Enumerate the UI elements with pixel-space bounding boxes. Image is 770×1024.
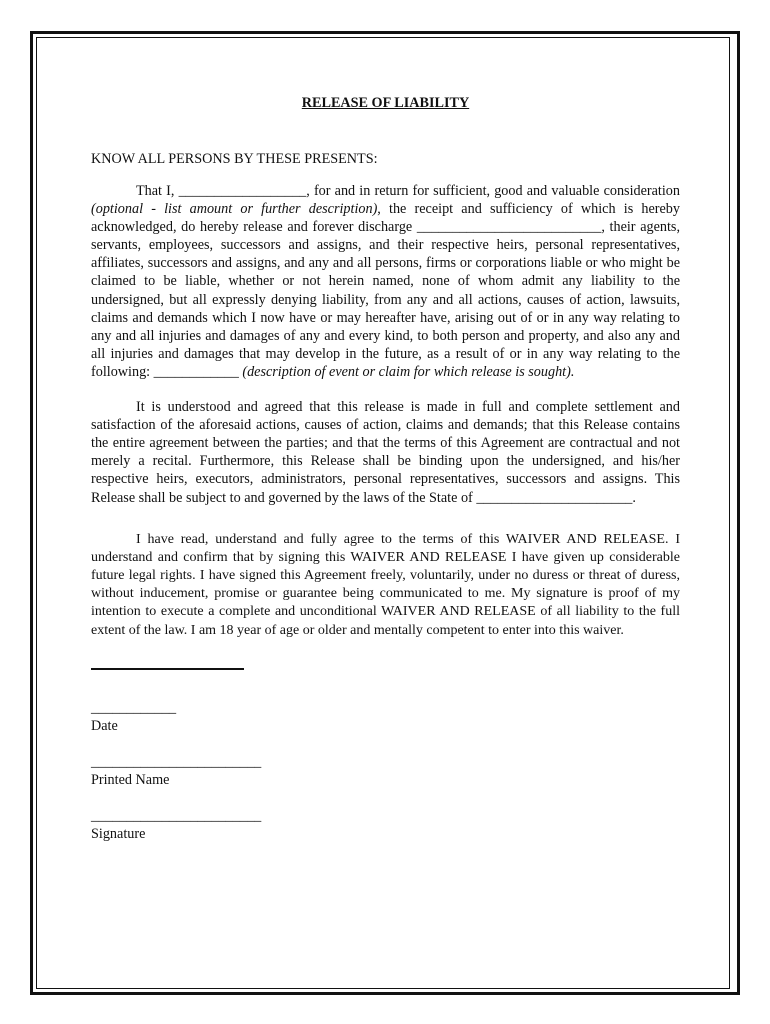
release-document — [91, 92, 680, 843]
date-blank: ____________ — [91, 699, 177, 716]
printed-name-field — [91, 753, 680, 789]
release-paragraph-text-2: , the receipt and sufficiency of which is hereby acknowledged, do hereby release and forever discharge __________________________, their agents, servants, employees, successors and assigns, and their respective heirs, personal representatives, affiliates, successors and assigns, and any and all persons, firms or corporations liable or who might be claimed to be liable, whether or not herein named, none of whom admit any liability to the undersigned, but all expressly denying liability, from any and all actions, causes of action, lawsuits, claims and demands which I now have or may hereafter have, arising out of or in any way relating to any and all injuries and damages of any and every kind, to both person and property, and also any and all injuries and damages that may develop in the future, as a result of or in any way relating to the following: ____________ — [91, 201, 680, 380]
printed-name-label: Printed Name — [91, 771, 170, 788]
document-title: RELEASE OF LIABILITY — [301, 95, 470, 111]
consideration-note: (optional - list amount or further description) — [91, 201, 378, 218]
signature-label: Signature — [91, 825, 146, 842]
signature-field — [91, 807, 680, 843]
date-field — [91, 699, 680, 735]
acknowledgement-paragraph: I have read, understand and fully agree to the terms of this WAIVER AND RELEASE. I understand and confirm that by signing this WAIVER AND RELEASE I have given up considerable future legal rights. I have signed this Agreement freely, voluntarily, under no duress or threat of duress, without inducement, promise or guarantee being communicated to me. My signature is proof of my intention to execute a complete and unconditional WAIVER AND RELEASE of all liability to the full extent of the law. I am 18 year of age or older and mentally competent to enter into this waiver. — [91, 531, 680, 638]
intro-line: KNOW ALL PERSONS BY THESE PRESENTS: — [91, 151, 378, 167]
event-description-note: (description of event or claim for which release is sought). — [242, 363, 575, 380]
release-paragraph-text-1: That I, __________________, for and in return for sufficient, good and valuable consideration — [136, 183, 680, 199]
date-label: Date — [91, 717, 118, 734]
signature-blank: ________________________ — [91, 807, 262, 824]
settlement-paragraph: It is understood and agreed that this release is made in full and complete settlement and satisfaction of the aforesaid actions, causes of action, claims and demands; that this Release contains the entire agreement between the parties; and that the terms of this Agreement are contractual and not merely a recital. Furthermore, this Release shall be binding upon the undersigned, and his/her respective heirs, executors, administrators, personal representatives, successors and assigns. This Release shall be subject to and governed by the laws of the State of ______________________. — [91, 399, 680, 506]
signature-line — [91, 668, 244, 670]
printed-name-blank: ________________________ — [91, 753, 262, 770]
release-paragraph — [91, 182, 680, 381]
